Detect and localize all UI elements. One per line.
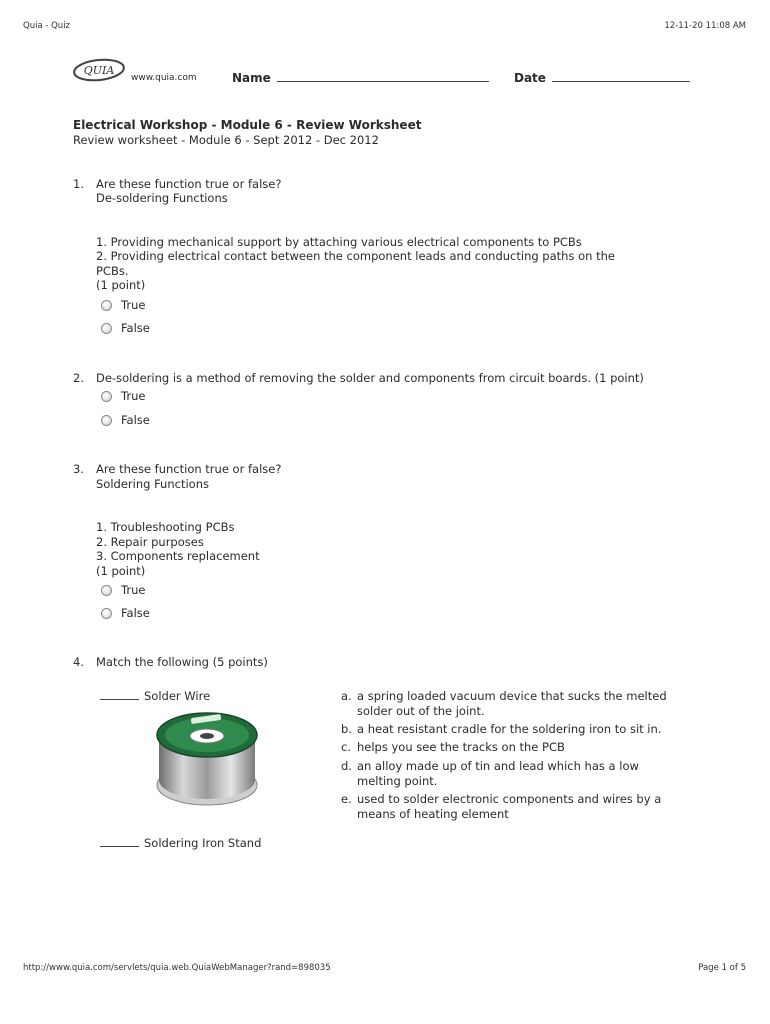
date-blank xyxy=(552,70,690,82)
name-label: Name xyxy=(232,71,271,85)
option-true[interactable] xyxy=(101,388,145,404)
match-item-label: Soldering Iron Stand xyxy=(144,836,262,850)
option-label: False xyxy=(121,321,150,335)
radio-button[interactable] xyxy=(101,585,112,596)
answer-text: melting point. xyxy=(357,774,438,788)
question-number: 4. xyxy=(73,655,84,669)
question-text: De-soldering is a method of removing the solder and components from circuit boards. (1 point) xyxy=(96,371,644,385)
answer-letter: e. xyxy=(341,792,352,806)
option-label: False xyxy=(121,606,150,620)
browser-page-title: Quia - Quiz xyxy=(23,21,71,31)
quia-logo[interactable] xyxy=(72,57,128,85)
question-body-line: 1. Troubleshooting PCBs xyxy=(96,520,235,534)
match-answer-b xyxy=(341,722,662,736)
answer-text: solder out of the joint. xyxy=(357,704,485,718)
answer-letter: a. xyxy=(341,689,352,703)
match-answer-a xyxy=(341,689,667,718)
radio-button[interactable] xyxy=(101,391,112,402)
question-number: 3. xyxy=(73,462,84,476)
question-body-line: PCBs. xyxy=(96,264,129,278)
name-field xyxy=(232,70,489,85)
solder-wire-image xyxy=(150,705,265,810)
match-item-solder-wire[interactable] xyxy=(100,689,210,703)
name-blank xyxy=(277,70,489,82)
radio-button[interactable] xyxy=(101,300,112,311)
option-true[interactable] xyxy=(101,297,145,313)
question-text: Are these function true or false? xyxy=(96,462,282,476)
question-body-line: 3. Components replacement xyxy=(96,549,260,563)
answer-text: helps you see the tracks on the PCB xyxy=(357,740,565,754)
option-false[interactable] xyxy=(101,412,150,428)
page-url: http://www.quia.com/servlets/quia.web.QuiaWebManager?rand=898035 xyxy=(23,963,331,973)
option-label: True xyxy=(121,298,146,312)
question-points: (1 point) xyxy=(96,564,146,578)
answer-letter: d. xyxy=(341,759,352,773)
question-text: Match the following (5 points) xyxy=(96,655,268,669)
answer-text: an alloy made up of tin and lead which has a low xyxy=(357,759,639,773)
answer-blank[interactable] xyxy=(100,689,139,700)
date-label: Date xyxy=(514,71,546,85)
answer-letter: b. xyxy=(341,722,352,736)
option-label: True xyxy=(121,583,146,597)
date-field xyxy=(514,70,690,85)
answer-text: a spring loaded vacuum device that sucks the melted xyxy=(357,689,667,703)
option-true[interactable] xyxy=(101,582,145,598)
question-subtitle: Soldering Functions xyxy=(96,477,209,491)
question-number: 1. xyxy=(73,177,84,191)
question-subtitle: De-soldering Functions xyxy=(96,191,228,205)
radio-button[interactable] xyxy=(101,415,112,426)
match-answer-c xyxy=(341,740,565,754)
print-timestamp: 12-11-20 11:08 AM xyxy=(664,21,746,31)
match-item-soldering-iron-stand[interactable] xyxy=(100,836,261,850)
match-answer-e xyxy=(341,792,662,821)
question-body-line: 2. Repair purposes xyxy=(96,535,204,549)
option-false[interactable] xyxy=(101,320,150,336)
answer-text: used to solder electronic components and wires by a xyxy=(357,792,662,806)
quia-site-link[interactable]: www.quia.com xyxy=(131,73,197,83)
option-label: True xyxy=(121,389,146,403)
match-answer-d xyxy=(341,759,639,788)
match-item-label: Solder Wire xyxy=(144,689,211,703)
worksheet-title: Electrical Workshop - Module 6 - Review Worksheet xyxy=(73,118,422,132)
option-false[interactable] xyxy=(101,605,150,621)
question-text: Are these function true or false? xyxy=(96,177,282,191)
question-body-line: 2. Providing electrical contact between the component leads and conducting paths on the xyxy=(96,249,615,263)
svg-text:QUIA: QUIA xyxy=(83,64,115,77)
question-body-line: 1. Providing mechanical support by attaching various electrical components to PCBs xyxy=(96,235,582,249)
answer-text: a heat resistant cradle for the soldering iron to sit in. xyxy=(357,722,662,736)
question-number: 2. xyxy=(73,371,84,385)
question-points: (1 point) xyxy=(96,278,146,292)
worksheet-subtitle: Review worksheet - Module 6 - Sept 2012 - Dec 2012 xyxy=(73,133,379,147)
answer-blank[interactable] xyxy=(100,836,139,847)
option-label: False xyxy=(121,413,150,427)
radio-button[interactable] xyxy=(101,608,112,619)
page-number: Page 1 of 5 xyxy=(698,963,746,973)
radio-button[interactable] xyxy=(101,323,112,334)
answer-text: means of heating element xyxy=(357,807,509,821)
answer-letter: c. xyxy=(341,740,351,754)
